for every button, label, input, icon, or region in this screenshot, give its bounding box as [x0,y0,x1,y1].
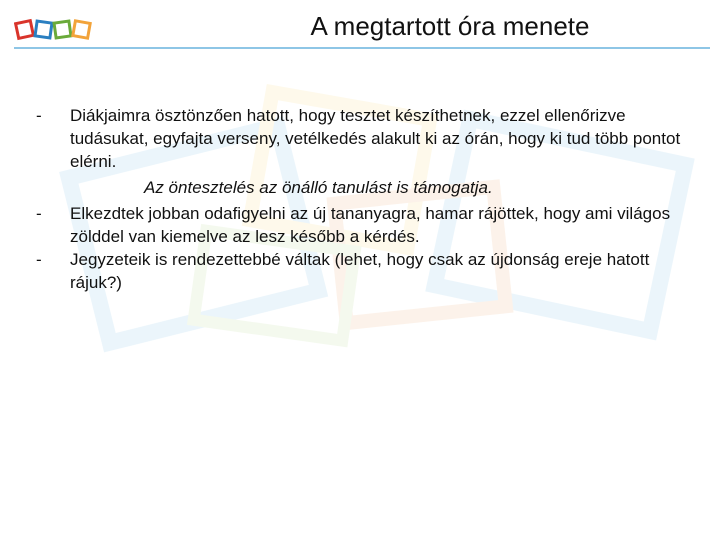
bullet-item [36,202,686,248]
bullet-dash: - [36,250,42,269]
bullet-dash: - [36,106,42,125]
bullet-dash: - [36,204,42,223]
bullet-item [36,248,686,294]
bullet-text: Diákjaimra ösztönzően hatott, hogy tesztet készíthetnek, ezzel ellenőrizve tudásukat, egyfajta verseny, vetélkedés alakult ki az órán, hogy ki tud több pontot elérni. [70,106,681,171]
header-divider [14,47,710,49]
italic-note: Az öntesztelés az önálló tanulást is támogatja. [144,178,493,197]
bullet-text: Elkezdtek jobban odafigyelni az új tananyagra, hamar rájöttek, hogy ami világos zölddel van kiemelve az lesz később a kérdés. [70,204,671,246]
bullet-list [36,104,686,294]
bullet-text: Jegyzeteik is rendezettebbé váltak (lehet, hogy csak az újdonság ereje hatott rájuk?) [70,250,650,292]
bullet-item [36,104,686,173]
slide-title: A megtartott óra menete [310,11,590,41]
logo-squares-icon [14,14,94,44]
